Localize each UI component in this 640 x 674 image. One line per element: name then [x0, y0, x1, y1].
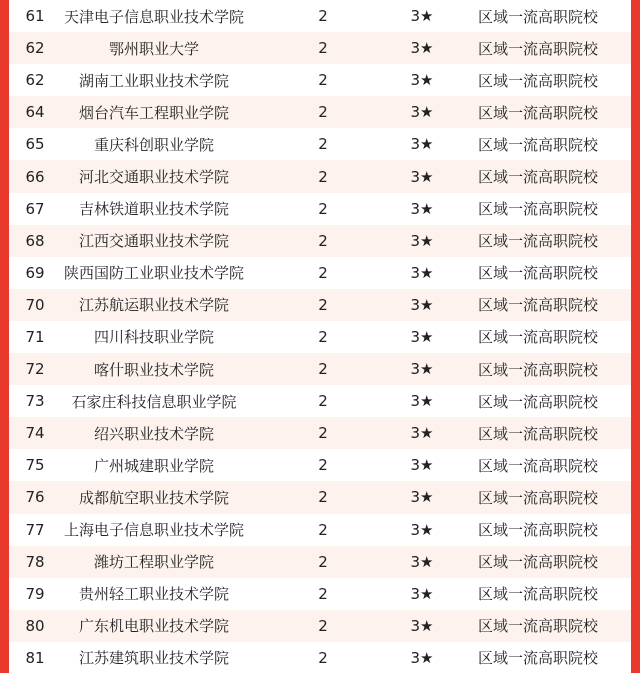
table-row [9, 32, 631, 64]
rank-cell: 61 [9, 0, 61, 32]
star-rating-cell: 3★ [399, 449, 445, 481]
level-cell: 区域一流高职院校 [445, 225, 631, 257]
school-name-cell: 四川科技职业学院 [61, 321, 247, 353]
score-cell: 2 [247, 193, 399, 225]
school-name-cell: 湖南工业职业技术学院 [61, 64, 247, 96]
score-cell: 2 [247, 64, 399, 96]
score-cell: 2 [247, 546, 399, 578]
rank-cell: 62 [9, 64, 61, 96]
score-cell: 2 [247, 32, 399, 64]
table-row [9, 193, 631, 225]
star-rating-cell: 3★ [399, 160, 445, 192]
score-cell: 2 [247, 96, 399, 128]
table-row [9, 417, 631, 449]
score-cell: 2 [247, 642, 399, 674]
school-name-cell: 烟台汽车工程职业学院 [61, 96, 247, 128]
level-cell: 区域一流高职院校 [445, 642, 631, 674]
star-rating-cell: 3★ [399, 385, 445, 417]
rank-cell: 73 [9, 385, 61, 417]
table-row [9, 481, 631, 513]
score-cell: 2 [247, 610, 399, 642]
level-cell: 区域一流高职院校 [445, 417, 631, 449]
level-cell: 区域一流高职院校 [445, 0, 631, 32]
rank-cell: 78 [9, 546, 61, 578]
level-cell: 区域一流高职院校 [445, 257, 631, 289]
table-row [9, 353, 631, 385]
table-row [9, 225, 631, 257]
school-name-cell: 潍坊工程职业学院 [61, 546, 247, 578]
rank-cell: 75 [9, 449, 61, 481]
table-row [9, 64, 631, 96]
table-row [9, 128, 631, 160]
level-cell: 区域一流高职院校 [445, 449, 631, 481]
level-cell: 区域一流高职院校 [445, 64, 631, 96]
school-name-cell: 重庆科创职业学院 [61, 128, 247, 160]
score-cell: 2 [247, 160, 399, 192]
school-name-cell: 天津电子信息职业技术学院 [61, 0, 247, 32]
star-rating-cell: 3★ [399, 289, 445, 321]
star-rating-cell: 3★ [399, 417, 445, 449]
score-cell: 2 [247, 417, 399, 449]
rank-cell: 66 [9, 160, 61, 192]
rank-cell: 76 [9, 481, 61, 513]
star-rating-cell: 3★ [399, 193, 445, 225]
level-cell: 区域一流高职院校 [445, 578, 631, 610]
rank-cell: 67 [9, 193, 61, 225]
rank-cell: 74 [9, 417, 61, 449]
star-rating-cell: 3★ [399, 128, 445, 160]
school-name-cell: 绍兴职业技术学院 [61, 417, 247, 449]
rank-cell: 79 [9, 578, 61, 610]
star-rating-cell: 3★ [399, 225, 445, 257]
table-row [9, 514, 631, 546]
star-rating-cell: 3★ [399, 514, 445, 546]
score-cell: 2 [247, 321, 399, 353]
score-cell: 2 [247, 257, 399, 289]
score-cell: 2 [247, 225, 399, 257]
score-cell: 2 [247, 578, 399, 610]
school-name-cell: 上海电子信息职业技术学院 [61, 514, 247, 546]
table-row [9, 321, 631, 353]
school-name-cell: 河北交通职业技术学院 [61, 160, 247, 192]
star-rating-cell: 3★ [399, 96, 445, 128]
table-row [9, 610, 631, 642]
school-name-cell: 陕西国防工业职业技术学院 [61, 257, 247, 289]
rank-cell: 65 [9, 128, 61, 160]
rank-cell: 69 [9, 257, 61, 289]
rank-cell: 62 [9, 32, 61, 64]
level-cell: 区域一流高职院校 [445, 514, 631, 546]
table-row [9, 546, 631, 578]
table-row [9, 96, 631, 128]
school-name-cell: 石家庄科技信息职业学院 [61, 385, 247, 417]
table-row [9, 0, 631, 32]
school-name-cell: 广州城建职业学院 [61, 449, 247, 481]
score-cell: 2 [247, 514, 399, 546]
level-cell: 区域一流高职院校 [445, 610, 631, 642]
star-rating-cell: 3★ [399, 32, 445, 64]
school-name-cell: 江苏航运职业技术学院 [61, 289, 247, 321]
star-rating-cell: 3★ [399, 610, 445, 642]
level-cell: 区域一流高职院校 [445, 321, 631, 353]
level-cell: 区域一流高职院校 [445, 385, 631, 417]
score-cell: 2 [247, 0, 399, 32]
rank-cell: 71 [9, 321, 61, 353]
rank-cell: 64 [9, 96, 61, 128]
star-rating-cell: 3★ [399, 353, 445, 385]
ranking-table [9, 0, 631, 674]
level-cell: 区域一流高职院校 [445, 128, 631, 160]
school-name-cell: 贵州轻工职业技术学院 [61, 578, 247, 610]
rank-cell: 70 [9, 289, 61, 321]
table-row [9, 385, 631, 417]
level-cell: 区域一流高职院校 [445, 193, 631, 225]
table-row [9, 160, 631, 192]
school-name-cell: 吉林铁道职业技术学院 [61, 193, 247, 225]
ranking-table-body [9, 0, 631, 674]
score-cell: 2 [247, 449, 399, 481]
rank-cell: 77 [9, 514, 61, 546]
star-rating-cell: 3★ [399, 481, 445, 513]
level-cell: 区域一流高职院校 [445, 289, 631, 321]
school-name-cell: 成都航空职业技术学院 [61, 481, 247, 513]
score-cell: 2 [247, 481, 399, 513]
level-cell: 区域一流高职院校 [445, 160, 631, 192]
school-name-cell: 江西交通职业技术学院 [61, 225, 247, 257]
rank-cell: 68 [9, 225, 61, 257]
star-rating-cell: 3★ [399, 321, 445, 353]
star-rating-cell: 3★ [399, 578, 445, 610]
level-cell: 区域一流高职院校 [445, 546, 631, 578]
score-cell: 2 [247, 128, 399, 160]
table-row [9, 257, 631, 289]
school-name-cell: 喀什职业技术学院 [61, 353, 247, 385]
star-rating-cell: 3★ [399, 64, 445, 96]
star-rating-cell: 3★ [399, 257, 445, 289]
table-row [9, 449, 631, 481]
table-row [9, 642, 631, 674]
table-row [9, 289, 631, 321]
level-cell: 区域一流高职院校 [445, 96, 631, 128]
rank-cell: 80 [9, 610, 61, 642]
school-name-cell: 广东机电职业技术学院 [61, 610, 247, 642]
school-name-cell: 鄂州职业大学 [61, 32, 247, 64]
table-row [9, 578, 631, 610]
level-cell: 区域一流高职院校 [445, 353, 631, 385]
star-rating-cell: 3★ [399, 0, 445, 32]
school-name-cell: 江苏建筑职业技术学院 [61, 642, 247, 674]
level-cell: 区域一流高职院校 [445, 481, 631, 513]
rank-cell: 81 [9, 642, 61, 674]
star-rating-cell: 3★ [399, 546, 445, 578]
score-cell: 2 [247, 385, 399, 417]
level-cell: 区域一流高职院校 [445, 32, 631, 64]
score-cell: 2 [247, 289, 399, 321]
star-rating-cell: 3★ [399, 642, 445, 674]
score-cell: 2 [247, 353, 399, 385]
rank-cell: 72 [9, 353, 61, 385]
